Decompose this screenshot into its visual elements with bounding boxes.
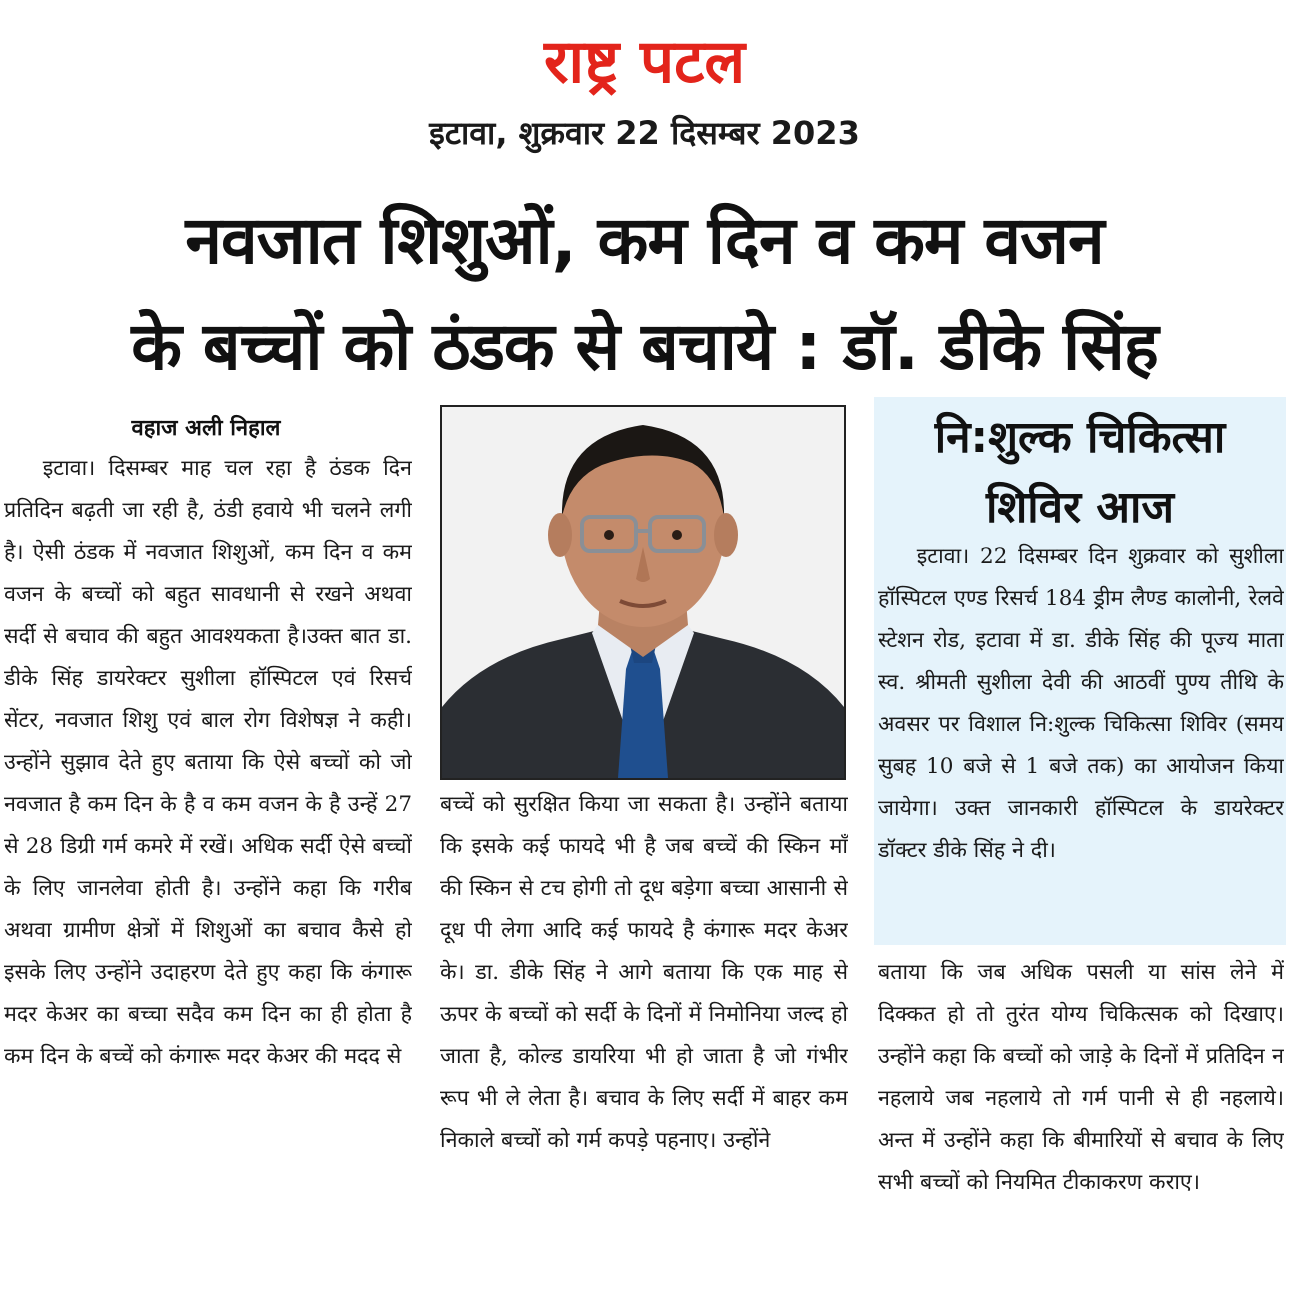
headline xyxy=(10,188,1279,400)
camp-box-title xyxy=(874,403,1286,543)
article-column-2 xyxy=(440,784,848,1286)
byline: वहाज अली निहाल xyxy=(131,415,281,441)
dateline: इटावा, शुक्रवार 22 दिसम्बर 2023 xyxy=(429,114,860,152)
camp-box-title-line-1: नि:शुल्क चिकित्सा xyxy=(934,412,1226,463)
newspaper-masthead: राष्ट्र पटल xyxy=(543,27,745,97)
article-paragraph-1: इटावा। दिसम्बर माह चल रहा है ठंडक दिन प्रतिदिन बढ़ती जा रही है, ठंडी हवाये भी चलने लगी है। ऐसी ठंडक में नवजात शिशुओं, कम दिन व कम वजन के बच्चों को बहुत सावधानी से रखने अथवा सर्दी से बचाव की बहुत आवश्यकता है।उक्त बात डा. डीके सिंह डायरेक्टर सुशीला हॉस्पिटल एवं रिसर्च सेंटर, नवजात शिशु एवं बाल रोग विशेषज्ञ ने कही। उन्होंने सुझाव देते हुए बताया कि ऐसे बच्चों को जो नवजात है कम दिन के है व कम वजन के है उन्हें 27 से 28 डिग्री गर्म कमरे में रखें। अधिक सर्दी ऐसे बच्चों के लिए जानलेवा होती है। उन्होंने कहा कि गरीब अथवा ग्रामीण क्षेत्रों में शिशुओं का बचाव कैसे हो इसके लिए उन्होंने उदाहरण देते हुए कहा कि कंगारू मदर केअर का बच्चा सदैव कम दिन का ही होता है कम दिन के बच्चें को कंगारू मदर केअर की मदद से xyxy=(4,456,412,1069)
camp-box-body xyxy=(878,536,1284,940)
camp-box-paragraph: इटावा। 22 दिसम्बर दिन शुक्रवार को सुशीला हॉस्पिटल एण्ड रिसर्च 184 ड्रीम लैण्ड कालोनी, रेलवे स्टेशन रोड, इटावा में डा. डीके सिंह की पूज्य माता स्व. श्रीमती सुशीला देवी की आठवीं पुण्य तीथि के अवसर पर विशाल नि:शुल्क चिकित्सा शिविर (समय सुबह 10 बजे से 1 बजे तक) का आयोजन किया जायेगा। उक्त जानकारी हॉस्पिटल के डायरेक्टर डॉक्टर डीके सिंह ने दी। xyxy=(878,544,1284,863)
camp-box-title-line-2: शिविर आज xyxy=(985,482,1175,533)
article-paragraph-2: बच्चें को सुरक्षित किया जा सकता है। उन्होंने बताया कि इसके कई फायदे भी है जब बच्चें की स्किन माँ की स्किन से टच होगी तो दूध बड़ेगा बच्चा आसानी से दूध पी लेगा आदि कई फायदे है कंगारू मदर केअर के। डा. डीके सिंह ने आगे बताया कि एक माह से ऊपर के बच्चों को सर्दी के दिनों में निमोनिया जल्द हो जाता है, कोल्ड डायरिया भी हो जाता है जो गंभीर रूप भी ले लेता है। बचाव के लिए सर्दी में बाहर कम निकाले बच्चों को गर्म कपड़े पहनाए। उन्होंने xyxy=(440,792,848,1153)
article-column-1 xyxy=(4,448,412,1286)
article-column-3 xyxy=(878,952,1284,1286)
headline-line-2: के बच्चों को ठंडक से बचाये : डॉ. डीके सिंह xyxy=(131,308,1158,385)
doctor-portrait-illustration xyxy=(442,407,844,778)
article-paragraph-3: बताया कि जब अधिक पसली या सांस लेने में दिक्कत हो तो तुरंत योग्य चिकित्सक को दिखाए। उन्होंने कहा कि बच्चों को जाड़े के दिनों में प्रतिदिन न नहलाये जब नहलाये तो गर्म पानी से ही नहलाये। अन्त में उन्होंने कहा कि बीमारियों से बचाव के लिए सभी बच्चों को नियमित टीकाकरण कराए। xyxy=(878,960,1284,1195)
headline-line-1: नवजात शिशुओं, कम दिन व कम वजन xyxy=(185,202,1104,279)
doctor-photo xyxy=(440,405,846,780)
